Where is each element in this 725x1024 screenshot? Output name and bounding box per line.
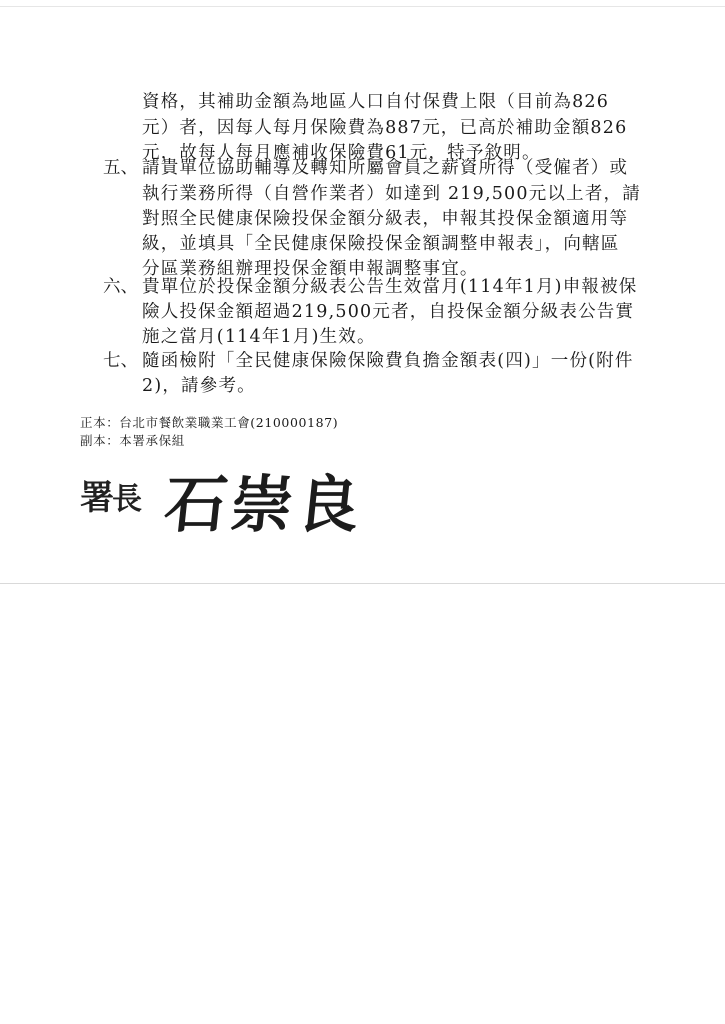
signature-title	[80, 478, 140, 520]
text-line: 對照全民健康保險投保金額分級表，申報其投保金額適用等	[142, 209, 629, 229]
text-line: 級，並填具「全民健康保險投保金額調整申報表」，向轄區	[142, 234, 620, 254]
page-edge-line	[0, 583, 725, 584]
text-line: 請貴單位協助輔導及轉知所屬會員之薪資所得（受僱者）或	[142, 158, 629, 178]
item-number: 五、	[103, 158, 138, 178]
signature-name: 石崇良	[161, 468, 367, 541]
text-line: 元）者，因每人每月保險費為887元，已高於補助金額826	[142, 118, 628, 138]
signature-title-char: 署	[80, 478, 112, 518]
text-line: 執行業務所得（自營作業者）如達到 219,500元以上者，請	[142, 184, 641, 204]
text-line: 貴單位於投保金額分級表公告生效當月(114年1月)申報被保	[142, 277, 638, 297]
scan-edge	[0, 6, 725, 7]
item-number: 六、	[103, 277, 138, 297]
text-line: 施之當月(114年1月)生效。	[142, 327, 376, 347]
main-recipient: 正本：台北市餐飲業職業工會(210000187)	[80, 415, 339, 430]
signature-title-char: 長	[112, 482, 140, 517]
text-line: 2)，請參考。	[142, 376, 256, 396]
text-line: 資格，其補助金額為地區人口自付保費上限（目前為826	[142, 92, 610, 112]
text-line: 分區業務組辦理投保金額申報調整事宜。	[142, 259, 479, 279]
copy-recipient: 副本：本署承保組	[80, 433, 185, 448]
text-line: 隨函檢附「全民健康保險保險費負擔金額表(四)」一份(附件	[142, 351, 634, 371]
text-line: 險人投保金額超過219,500元者，自投保金額分級表公告實	[142, 302, 635, 322]
item-number: 七、	[103, 351, 138, 371]
text-line: 元，故每人每月應補收保險費61元，特予敘明。	[142, 143, 541, 163]
